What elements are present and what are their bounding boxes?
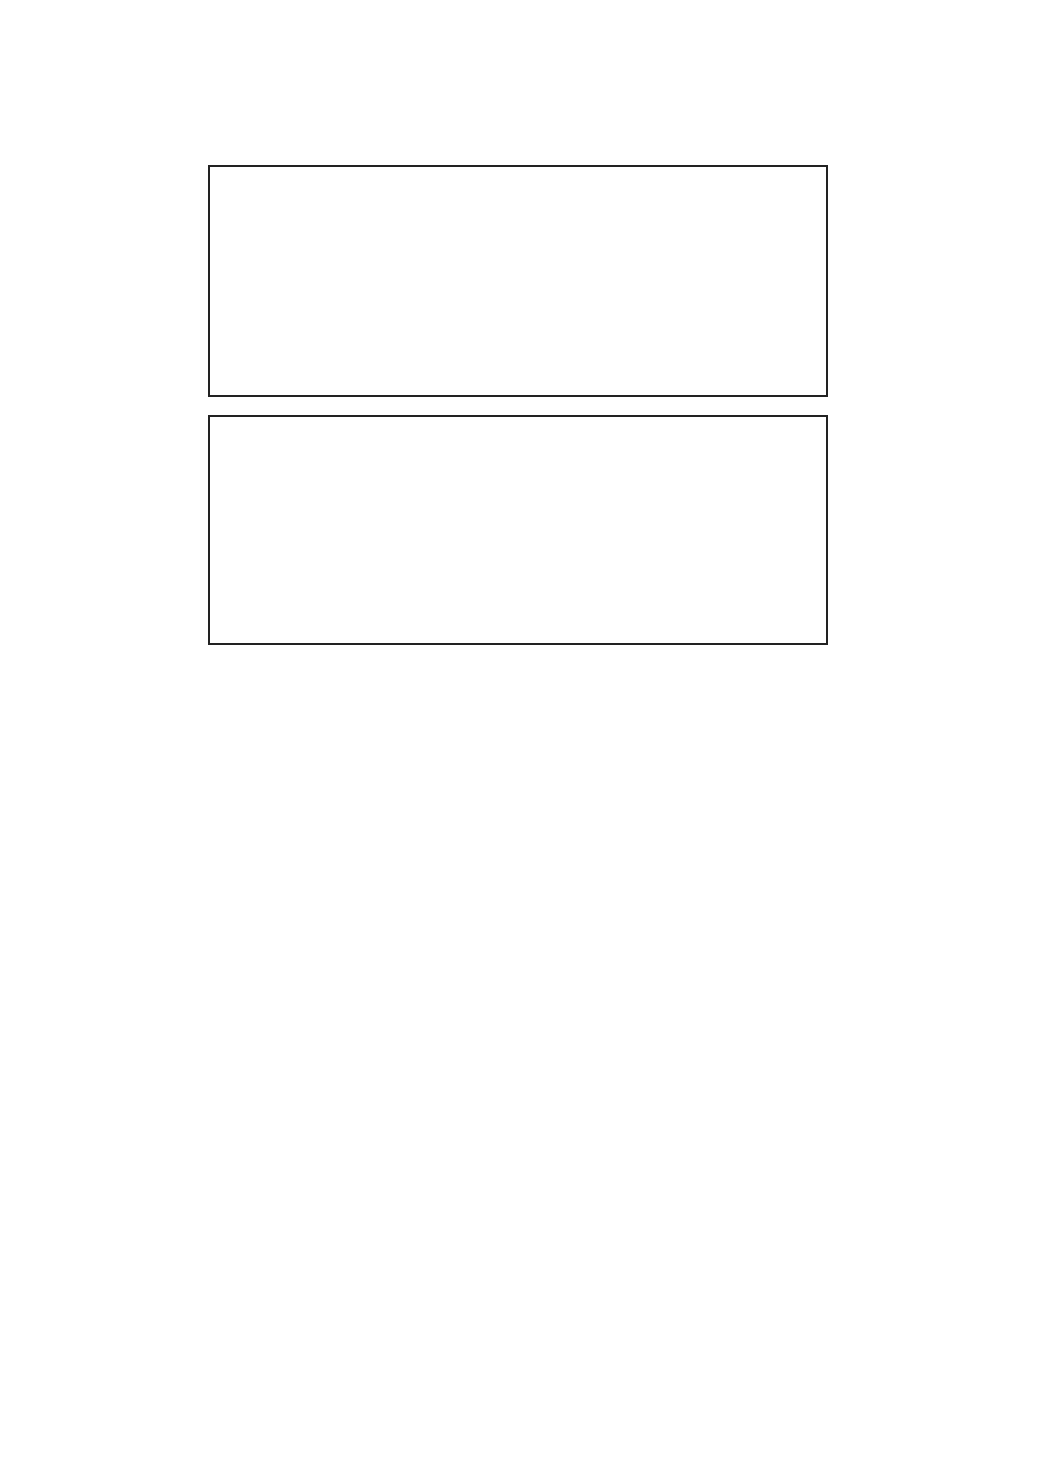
- exercise-figures-top: [210, 167, 826, 395]
- exercise-figures-bottom: [210, 417, 826, 643]
- illustration-bottom-row: [208, 415, 828, 645]
- illustration-top-row: [208, 165, 828, 397]
